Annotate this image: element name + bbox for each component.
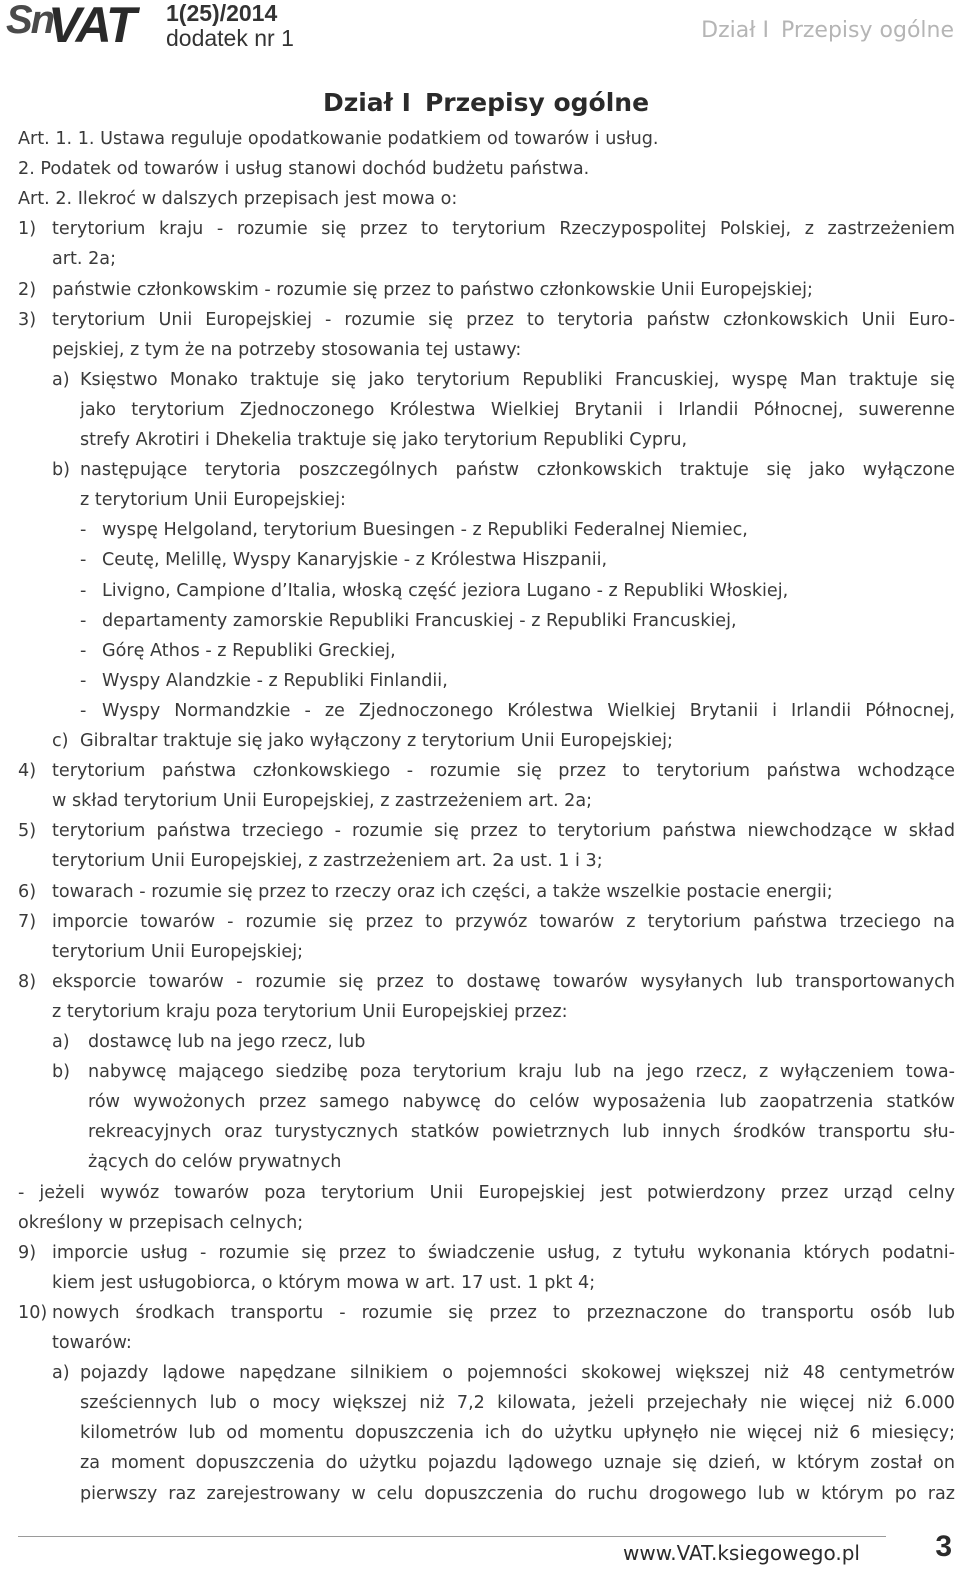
text-line — [18, 907, 955, 937]
item-text: terytorium państwa trzeciego - rozumie się przez to terytorium państwa niewchodzące w skład — [52, 821, 955, 842]
text-line — [18, 1238, 955, 1268]
item-label: - — [80, 670, 87, 691]
item-text: eksporcie towarów - rozumie się przez to dostawę towarów wysyłanych lub transportowanych — [52, 971, 955, 992]
item-text: Wyspy Alandzkie - z Republiki Finlandii, — [102, 670, 448, 691]
item-text: nowych środkach transportu - rozumie się przez to przeznaczone do transportu osób lub — [52, 1302, 955, 1323]
item-label: 4) — [18, 761, 37, 782]
item-label: a) — [52, 1363, 70, 1384]
text-line — [18, 214, 955, 244]
logo-vat: VAT — [48, 0, 135, 53]
item-text: w skład terytorium Unii Europejskiej, z zastrzeżeniem art. 2a; — [52, 791, 593, 812]
issue-supplement: dodatek nr 1 — [166, 25, 294, 51]
text-line — [18, 485, 955, 515]
item-label: - — [80, 520, 87, 541]
text-line — [18, 124, 955, 154]
text-line — [18, 1268, 955, 1298]
text-line — [18, 425, 955, 455]
item-text: Art. 2. Ilekroć w dalszych przepisach jest mowa o: — [18, 189, 458, 210]
item-text: wyspę Helgoland, terytorium Buesingen - z Republiki Federalnej Niemiec, — [102, 520, 748, 541]
item-label: 7) — [18, 911, 37, 932]
item-text: pejskiej, z tym że na potrzeby stosowania tej ustawy: — [52, 339, 522, 360]
text-line — [18, 184, 955, 214]
item-text: kilometrów lub od momentu dopuszczenia ich do użytku upłynęło nie więcej niż 6 miesięcy; — [80, 1423, 955, 1444]
text-line — [18, 726, 955, 756]
page-number: 3 — [935, 1530, 952, 1563]
page-header — [0, 0, 960, 56]
item-text: Gibraltar traktuje się jako wyłączony z terytorium Unii Europejskiej; — [80, 731, 673, 751]
item-text: terytorium kraju - rozumie się przez to terytorium Rzeczypospolitej Polskiej, z zastrzeżeniem — [52, 219, 955, 240]
text-line — [18, 1117, 955, 1147]
text-line — [18, 1027, 955, 1057]
item-text: 2. Podatek od towarów i usług stanowi dochód budżetu państwa. — [18, 159, 590, 180]
text-line — [18, 1298, 955, 1328]
running-header-label: Dział I — [701, 18, 769, 43]
item-label: 10) — [18, 1302, 48, 1323]
item-label: - — [80, 640, 87, 661]
item-text: kiem jest usługobiorca, o którym mowa w art. 17 ust. 1 pkt 4; — [52, 1272, 596, 1293]
footer-divider — [18, 1536, 886, 1537]
text-line — [18, 515, 955, 545]
item-text: strefy Akrotiri i Dhekelia traktuje się jako terytorium Republiki Cypru, — [80, 430, 688, 450]
item-label: b) — [52, 460, 71, 481]
text-line — [18, 1147, 955, 1177]
text-line — [18, 576, 955, 606]
text-line — [18, 1178, 955, 1208]
item-text: - jeżeli wywóz towarów poza terytorium Unii Europejskiej jest potwierdzony przez urząd celny — [18, 1182, 955, 1203]
text-line — [18, 1358, 955, 1388]
text-line — [18, 365, 955, 395]
running-header-section — [701, 18, 954, 43]
item-text: Wyspy Normandzkie - ze Zjednoczonego Królestwa Wielkiej Brytanii i Irlandii Północnej, — [102, 700, 955, 721]
item-text: imporcie usług - rozumie się przez to świadczenie usług, z tytułu wykonania których podatni- — [52, 1242, 955, 1263]
text-line — [18, 937, 955, 967]
title-name: Przepisy ogólne — [424, 88, 650, 117]
text-line — [18, 1388, 955, 1418]
item-text: Livigno, Campione d’Italia, włoską część jeziora Lugano - z Republiki Włoskiej, — [102, 580, 789, 601]
item-label: 8) — [18, 971, 37, 992]
issue-number: 1(25)/2014 — [166, 0, 278, 26]
text-line — [18, 1328, 955, 1358]
item-text: państwie członkowskim - rozumie się przez to państwo członkowskie Unii Europejskiej; — [52, 279, 813, 300]
item-text: towarów: — [52, 1333, 132, 1353]
text-line — [18, 696, 955, 726]
item-label: 2) — [18, 279, 37, 300]
item-text: rekreacyjnych oraz turystycznych statków powietrznych lub innych środków transportu słu- — [88, 1122, 955, 1143]
item-text: Górę Athos - z Republiki Greckiej, — [102, 640, 396, 661]
item-text: imporcie towarów - rozumie się przez to przywóz towarów z terytorium państwa trzeciego na — [52, 911, 955, 932]
item-label: - — [80, 610, 87, 631]
item-label: - — [80, 550, 87, 571]
item-text: jako terytorium Zjednoczonego Królestwa Wielkiej Brytanii i Irlandii Północnej, suwerenne — [80, 399, 955, 420]
item-label: 9) — [18, 1242, 37, 1263]
item-text: terytorium Unii Europejskiej - rozumie się przez to terytoria państw członkowskich Unii Euro- — [52, 309, 955, 330]
text-line — [18, 275, 955, 305]
item-label: a) — [52, 1032, 70, 1052]
text-line — [18, 606, 955, 636]
item-text: następujące terytoria poszczególnych państw członkowskich traktuje się jako wyłączone — [80, 460, 955, 481]
text-line — [18, 1448, 955, 1478]
item-text: dostawcę lub na jego rzecz, lub — [88, 1032, 366, 1052]
page-title — [0, 88, 960, 117]
text-line — [18, 666, 955, 696]
item-text: pojazdy lądowe napędzane silnikiem o pojemności skokowej większej niż 48 centymetrów — [80, 1363, 955, 1384]
item-label: - — [80, 580, 87, 601]
text-line — [18, 154, 955, 184]
running-header-name: Przepisy ogólne — [780, 18, 954, 43]
item-label: a) — [52, 369, 70, 390]
item-text: Art. 1. 1. Ustawa reguluje opodatkowanie podatkiem od towarów i usług. — [18, 129, 659, 149]
item-text: towarach - rozumie się przez to rzeczy oraz ich części, a także wszelkie postacie energii; — [52, 881, 833, 902]
logo-sn: Sn — [6, 0, 54, 42]
text-line — [18, 395, 955, 425]
item-text: terytorium Unii Europejskiej; — [52, 941, 304, 962]
text-line — [18, 244, 955, 274]
item-text: Ceutę, Melillę, Wyspy Kanaryjskie - z Królestwa Hiszpanii, — [102, 550, 608, 571]
item-text: terytorium państwa członkowskiego - rozumie się przez to terytorium państwa wchodzące — [52, 761, 955, 782]
snvat-logo — [6, 0, 156, 53]
text-line — [18, 1479, 955, 1509]
text-line — [18, 1057, 955, 1087]
text-line — [18, 545, 955, 575]
item-text: z terytorium Unii Europejskiej: — [80, 490, 346, 511]
text-line — [18, 786, 955, 816]
item-text: określony w przepisach celnych; — [18, 1212, 304, 1233]
item-label: 1) — [18, 219, 37, 240]
item-label: c) — [52, 731, 69, 751]
text-line — [18, 335, 955, 365]
item-label: - — [80, 700, 87, 721]
text-line — [18, 1087, 955, 1117]
item-label: 5) — [18, 821, 37, 842]
item-label: b) — [52, 1062, 71, 1083]
text-line — [18, 305, 955, 335]
text-line — [18, 1208, 955, 1238]
title-label: Dział I — [322, 88, 411, 117]
item-text: żących do celów prywatnych — [88, 1152, 342, 1173]
item-text: terytorium Unii Europejskiej, z zastrzeżeniem art. 2a ust. 1 i 3; — [52, 851, 603, 872]
text-line — [18, 846, 955, 876]
item-text: pierwszy raz zarejestrowany w celu dopuszczenia do ruchu drogowego lub w którym po raz — [80, 1483, 955, 1504]
item-text: nabywcę mającego siedzibę poza terytorium kraju lub na jego rzecz, z wyłączeniem towa- — [88, 1062, 955, 1083]
item-label: 3) — [18, 309, 37, 330]
text-line — [18, 455, 955, 485]
item-text: departamenty zamorskie Republiki Francuskiej - z Republiki Francuskiej, — [102, 610, 737, 631]
item-text: z terytorium kraju poza terytorium Unii Europejskiej przez: — [52, 1001, 568, 1022]
item-text: za moment dopuszczenia do użytku pojazdu lądowego uznaje się dzień, w którym został on — [80, 1453, 955, 1474]
footer-url: www.VAT.ksiegowego.pl — [623, 1541, 860, 1565]
text-line — [18, 756, 955, 786]
text-line — [18, 816, 955, 846]
item-text: Księstwo Monako traktuje się jako terytorium Republiki Francuskiej, wyspę Man traktuje się — [80, 369, 955, 390]
item-text: art. 2a; — [52, 249, 117, 270]
text-line — [18, 1418, 955, 1448]
item-label: 6) — [18, 881, 37, 902]
text-line — [18, 967, 955, 997]
text-line — [18, 636, 955, 666]
text-line — [18, 997, 955, 1027]
item-text: rów wywożonych przez samego nabywcę do celów wyposażenia lub zaopatrzenia statków — [88, 1092, 955, 1113]
item-text: sześciennych lub o mocy większej niż 7,2 kilowata, jeżeli przejechały nie więcej niż 6.000 — [80, 1393, 955, 1414]
text-line — [18, 877, 955, 907]
